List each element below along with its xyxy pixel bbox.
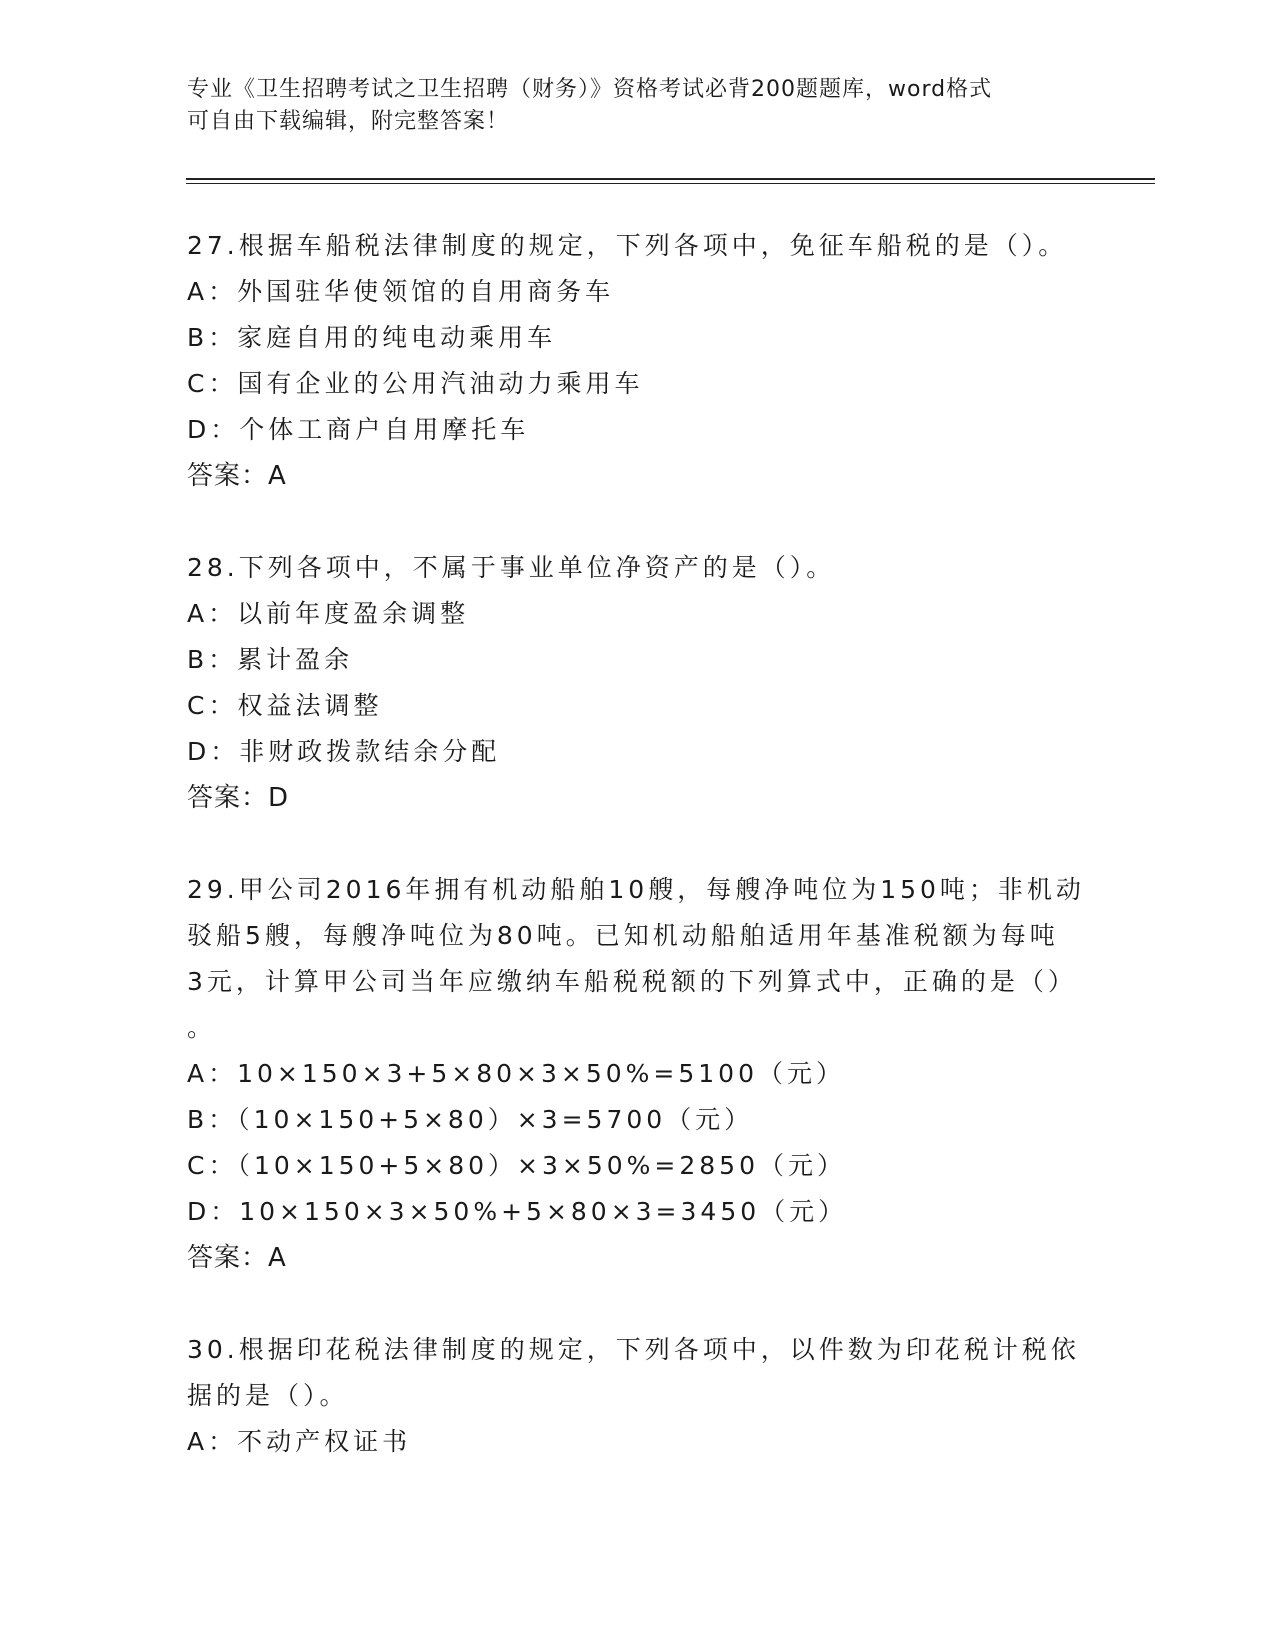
question-stem: 28.下列各项中，不属于事业单位净资产的是（）。 [187, 553, 836, 582]
option-a: A：10×150×3+5×80×3×50%=5100（元） [187, 1059, 845, 1088]
question-stem-line-2: 据的是（）。 [187, 1381, 349, 1410]
header-divider-thin [186, 183, 1155, 184]
document-header [187, 74, 1087, 138]
option-d: D：10×150×3×50%+5×80×3=3450（元） [187, 1197, 848, 1226]
option-a: A：不动产权证书 [187, 1427, 412, 1456]
question-29 [187, 867, 1087, 1281]
question-30 [187, 1327, 1087, 1465]
question-stem-line-2: 驳船5艘，每艘净吨位为80吨。已知机动船舶适用年基准税额为每吨 [187, 921, 1059, 950]
question-28 [187, 545, 1087, 821]
question-stem-line-4: 。 [187, 1013, 217, 1042]
question-stem-line-1: 29.甲公司2016年拥有机动船舶10艘，每艘净吨位为150吨；非机动 [187, 875, 1085, 904]
option-c: C：权益法调整 [187, 691, 383, 720]
answer: 答案：D [187, 783, 290, 813]
question-stem: 27.根据车船税法律制度的规定，下列各项中，免征车船税的是（）。 [187, 231, 1068, 260]
option-b: B：家庭自用的纯电动乘用车 [187, 323, 557, 352]
answer: 答案：A [187, 461, 287, 491]
question-27 [187, 223, 1087, 499]
option-c: C：国有企业的公用汽油动力乘用车 [187, 369, 644, 398]
header-line-1: 专业《卫生招聘考试之卫生招聘（财务）》资格考试必背200题题库，word格式 [187, 77, 993, 102]
option-a: A：外国驻华使领馆的自用商务车 [187, 277, 615, 306]
question-stem-line-1: 30.根据印花税法律制度的规定，下列各项中，以件数为印花税计税依 [187, 1335, 1080, 1364]
header-divider-thick [186, 178, 1155, 180]
option-b: B：（10×150+5×80）×3=5700（元） [187, 1105, 754, 1134]
option-b: B：累计盈余 [187, 645, 354, 674]
answer: 答案：A [187, 1243, 287, 1273]
option-a: A：以前年度盈余调整 [187, 599, 470, 628]
question-stem-line-3: 3元，计算甲公司当年应缴纳车船税税额的下列算式中，正确的是（） [187, 967, 1077, 996]
option-d: D：个体工商户自用摩托车 [187, 415, 530, 444]
option-c: C：（10×150+5×80）×3×50%=2850（元） [187, 1151, 846, 1180]
option-d: D：非财政拨款结余分配 [187, 737, 501, 766]
header-line-2: 可自由下载编辑，附完整答案！ [187, 109, 510, 134]
